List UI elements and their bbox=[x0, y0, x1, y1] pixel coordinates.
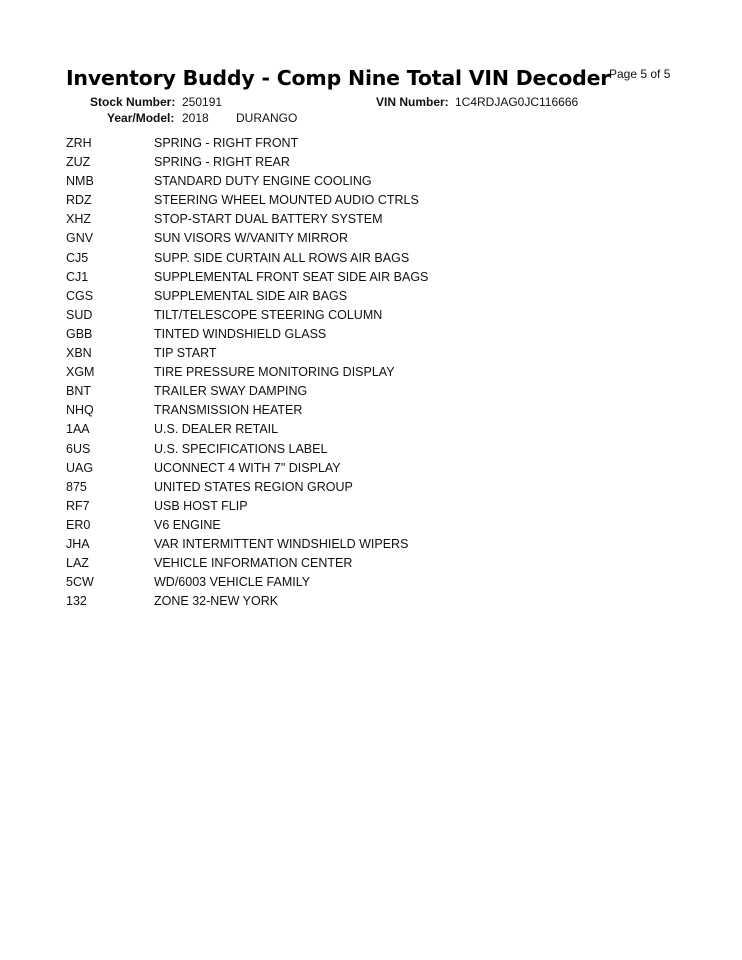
vin-number-label: VIN Number: bbox=[376, 95, 449, 109]
option-code: LAZ bbox=[66, 556, 89, 571]
option-code: ZUZ bbox=[66, 155, 91, 170]
vin-number-value: 1C4RDJAG0JC116666 bbox=[455, 95, 579, 109]
option-description: SPRING - RIGHT REAR bbox=[154, 155, 290, 170]
year-value: 2018 bbox=[182, 111, 209, 125]
year-model-label: Year/Model: bbox=[107, 111, 175, 125]
option-code: JHA bbox=[66, 536, 90, 551]
option-code: RF7 bbox=[66, 498, 90, 513]
option-description: SUPPLEMENTAL FRONT SEAT SIDE AIR BAGS bbox=[154, 269, 429, 284]
option-description: USB HOST FLIP bbox=[154, 498, 248, 513]
option-code: SUD bbox=[66, 307, 93, 322]
page-number: Page 5 of 5 bbox=[609, 67, 671, 81]
option-code: 875 bbox=[66, 479, 87, 494]
option-code: NMB bbox=[66, 174, 94, 189]
option-code: CGS bbox=[66, 288, 94, 303]
model-value: DURANGO bbox=[236, 111, 298, 125]
option-description: TILT/TELESCOPE STEERING COLUMN bbox=[154, 307, 383, 322]
option-code: CJ5 bbox=[66, 250, 89, 265]
stock-number-value: 250191 bbox=[182, 95, 223, 109]
option-description: UNITED STATES REGION GROUP bbox=[154, 479, 353, 494]
report-title: Inventory Buddy - Comp Nine Total VIN Decoder bbox=[66, 66, 611, 90]
option-description: TINTED WINDSHIELD GLASS bbox=[154, 326, 327, 341]
option-code: 132 bbox=[66, 594, 87, 609]
option-code: NHQ bbox=[66, 403, 94, 418]
option-description: TRAILER SWAY DAMPING bbox=[154, 384, 308, 399]
option-code: RDZ bbox=[66, 193, 92, 208]
option-code: XGM bbox=[66, 365, 95, 380]
option-description: WD/6003 VEHICLE FAMILY bbox=[154, 575, 311, 590]
option-code: 1AA bbox=[66, 422, 90, 437]
option-code: XBN bbox=[66, 346, 92, 361]
option-description: VAR INTERMITTENT WINDSHIELD WIPERS bbox=[154, 536, 409, 551]
stock-number-label: Stock Number: bbox=[90, 95, 176, 109]
option-description: ZONE 32-NEW YORK bbox=[154, 594, 279, 609]
option-code: CJ1 bbox=[66, 269, 89, 284]
option-description: V6 ENGINE bbox=[154, 517, 221, 532]
option-description: U.S. SPECIFICATIONS LABEL bbox=[154, 441, 328, 456]
option-description: VEHICLE INFORMATION CENTER bbox=[154, 556, 353, 571]
option-description: U.S. DEALER RETAIL bbox=[154, 422, 279, 437]
option-code: XHZ bbox=[66, 212, 91, 227]
option-description: SUN VISORS W/VANITY MIRROR bbox=[154, 231, 349, 246]
option-code: GBB bbox=[66, 326, 93, 341]
option-description: SPRING - RIGHT FRONT bbox=[154, 136, 299, 150]
option-description: STOP-START DUAL BATTERY SYSTEM bbox=[154, 212, 383, 227]
option-description: SUPPLEMENTAL SIDE AIR BAGS bbox=[154, 288, 348, 303]
option-code: ZRH bbox=[66, 136, 92, 150]
option-code: ER0 bbox=[66, 517, 91, 532]
option-description: TRANSMISSION HEATER bbox=[154, 403, 303, 418]
option-description: STEERING WHEEL MOUNTED AUDIO CTRLS bbox=[154, 193, 419, 208]
option-code: BNT bbox=[66, 384, 91, 399]
option-code: 6US bbox=[66, 441, 91, 456]
option-code: UAG bbox=[66, 460, 94, 475]
option-description: TIP START bbox=[154, 346, 217, 361]
option-description: SUPP. SIDE CURTAIN ALL ROWS AIR BAGS bbox=[154, 250, 410, 265]
option-description: TIRE PRESSURE MONITORING DISPLAY bbox=[154, 365, 395, 380]
option-description: STANDARD DUTY ENGINE COOLING bbox=[154, 174, 372, 189]
option-code: 5CW bbox=[66, 575, 94, 590]
option-description: UCONNECT 4 WITH 7" DISPLAY bbox=[154, 460, 341, 475]
option-code: GNV bbox=[66, 231, 94, 246]
